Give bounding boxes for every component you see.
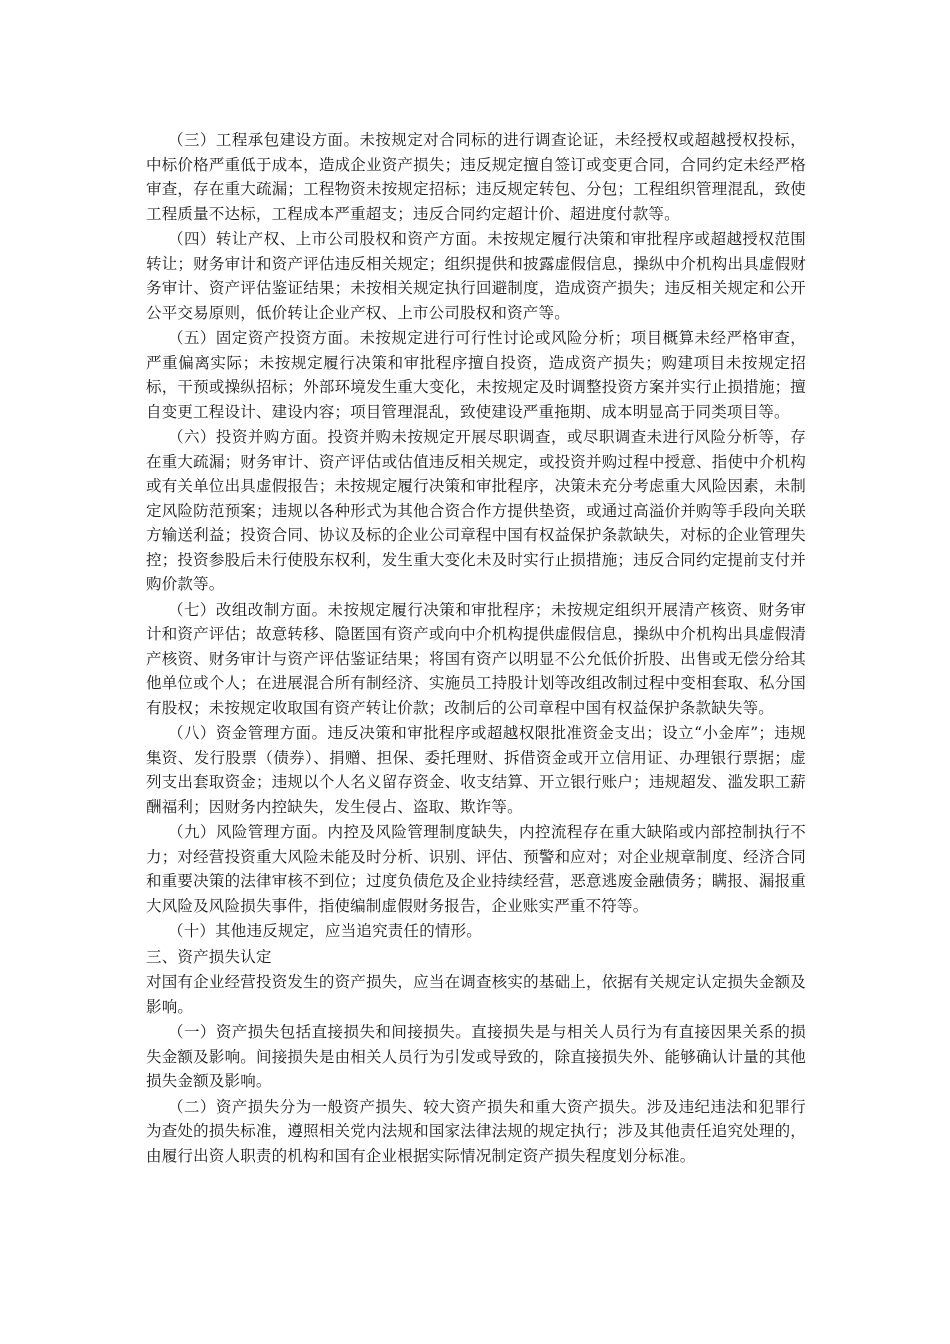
- paragraph-restructuring: （七）改组改制方面。未按规定履行决策和审批程序；未按规定组织开展清产核资、财务审计和资产评估；故意转移、隐匿国有资产或向中介机构提供虚假信息，操纵中介机构出具虚假清产核资、财务审计与资产评估鉴证结果；将国有资产以明显不公允低价折股、出售或无偿分给其他单位或个人；在进展混合所有制经济、实施员工持股计划等改组改制过程中变相套取、私分国有股权；未按规定收取国有资产转让价款；改制后的公司章程中国有权益保护条款缺失等。: [146, 600, 806, 717]
- paragraph-construction: （三）工程承包建设方面。未按规定对合同标的进行调查论证，未经授权或超越授权投标，中标价格严重低于成本，造成企业资产损失；违反规定擅自签订或变更合同，合同约定未经严格审查，存在重大疏漏；工程物资未按规定招标；违反规定转包、分包；工程组织管理混乱，致使工程质量不达标，工程成本严重超支；违反合同约定超计价、超进度付款等。: [146, 131, 806, 223]
- section-intro: 对国有企业经营投资发生的资产损失，应当在调查核实的基础上，依据有关规定认定损失金额及影响。: [146, 973, 806, 1016]
- paragraph-fixed-asset: （五）固定资产投资方面。未按规定进行可行性讨论或风险分析；项目概算未经严格审查，严重偏离实际；未按规定履行决策和审批程序擅自投资，造成资产损失；购建项目未按规定招标，干预或操纵招标；外部环境发生重大变化，未按规定及时调整投资方案并实行止损措施；擅自变更工程设计、建设内容；项目管理混乱，致使建设严重拖期、成本明显高于同类项目等。: [146, 329, 806, 421]
- section-heading: 三、资产损失认定: [146, 947, 272, 966]
- paragraph-loss-types: （一）资产损失包括直接损失和间接损失。直接损失是与相关人员行为有直接因果关系的损失金额及影响。间接损失是由相关人员行为引发或导致的，除直接损失外、能够确认计量的其他损失金额及影响。: [146, 1023, 806, 1090]
- paragraph-fund-management: （八）资金管理方面。违反决策和审批程序或超越权限批准资金支出；设立“小金库”；违规集资、发行股票（债券）、捐赠、担保、委托理财、拆借资金或开立信用证、办理银行票据；虚列支出套取资金；违规以个人名义留存资金、收支结算、开立银行账户；违规超发、滥发职工薪酬福利；因财务内控缺失，发生侵占、盗取、欺诈等。: [146, 724, 806, 816]
- document-body: [146, 128, 806, 1169]
- paragraph-risk-management: （九）风险管理方面。内控及风险管理制度缺失，内控流程存在重大缺陷或内部控制执行不力；对经营投资重大风险未能及时分析、识别、评估、预警和应对；对企业规章制度、经济合同和重要决策的法律审核不到位；过度负债危及企业持续经营，恶意逃废金融债务；瞒报、漏报重大风险及风险损失事件，指使编制虚假财务报告，企业账实严重不符等。: [146, 823, 806, 915]
- paragraph-merger: （六）投资并购方面。投资并购未按规定开展尽职调查，或尽职调查未进行风险分析等，存在重大疏漏；财务审计、资产评估或估值违反相关规定，或投资并购过程中授意、指使中介机构或有关单位出具虚假报告；未按规定履行决策和审批程序，决策未充分考虑重大风险因素，未制定风险防范预案；违规以各种形式为其他合资合作方提供垫资，或通过高溢价并购等手段向关联方输送利益；投资合同、协议及标的企业公司章程中国有权益保护条款缺失，对标的企业管理失控；投资参股后未行使股东权利，发生重大变化未及时实行止损措施；违反合同约定提前支付并购价款等。: [146, 428, 806, 593]
- paragraph-equity-transfer: （四）转让产权、上市公司股权和资产方面。未按规定履行决策和审批程序或超越授权范围转让；财务审计和资产评估违反相关规定；组织提供和披露虚假信息，操纵中介机构出具虚假财务审计、资产评估鉴证结果；未按相关规定执行回避制度，造成资产损失；违反相关规定和公开公平交易原则，低价转让企业产权、上市公司股权和资产等。: [146, 230, 806, 322]
- paragraph-other: （十）其他违反规定，应当追究责任的情形。: [168, 922, 483, 940]
- paragraph-loss-levels: （二）资产损失分为一般资产损失、较大资产损失和重大资产损失。涉及违纪违法和犯罪行为查处的损失标准，遵照相关党内法规和国家法律法规的规定执行；涉及其他责任追究处理的，由履行出资人职责的机构和国有企业根据实际情况制定资产损失程度划分标准。: [146, 1097, 806, 1165]
